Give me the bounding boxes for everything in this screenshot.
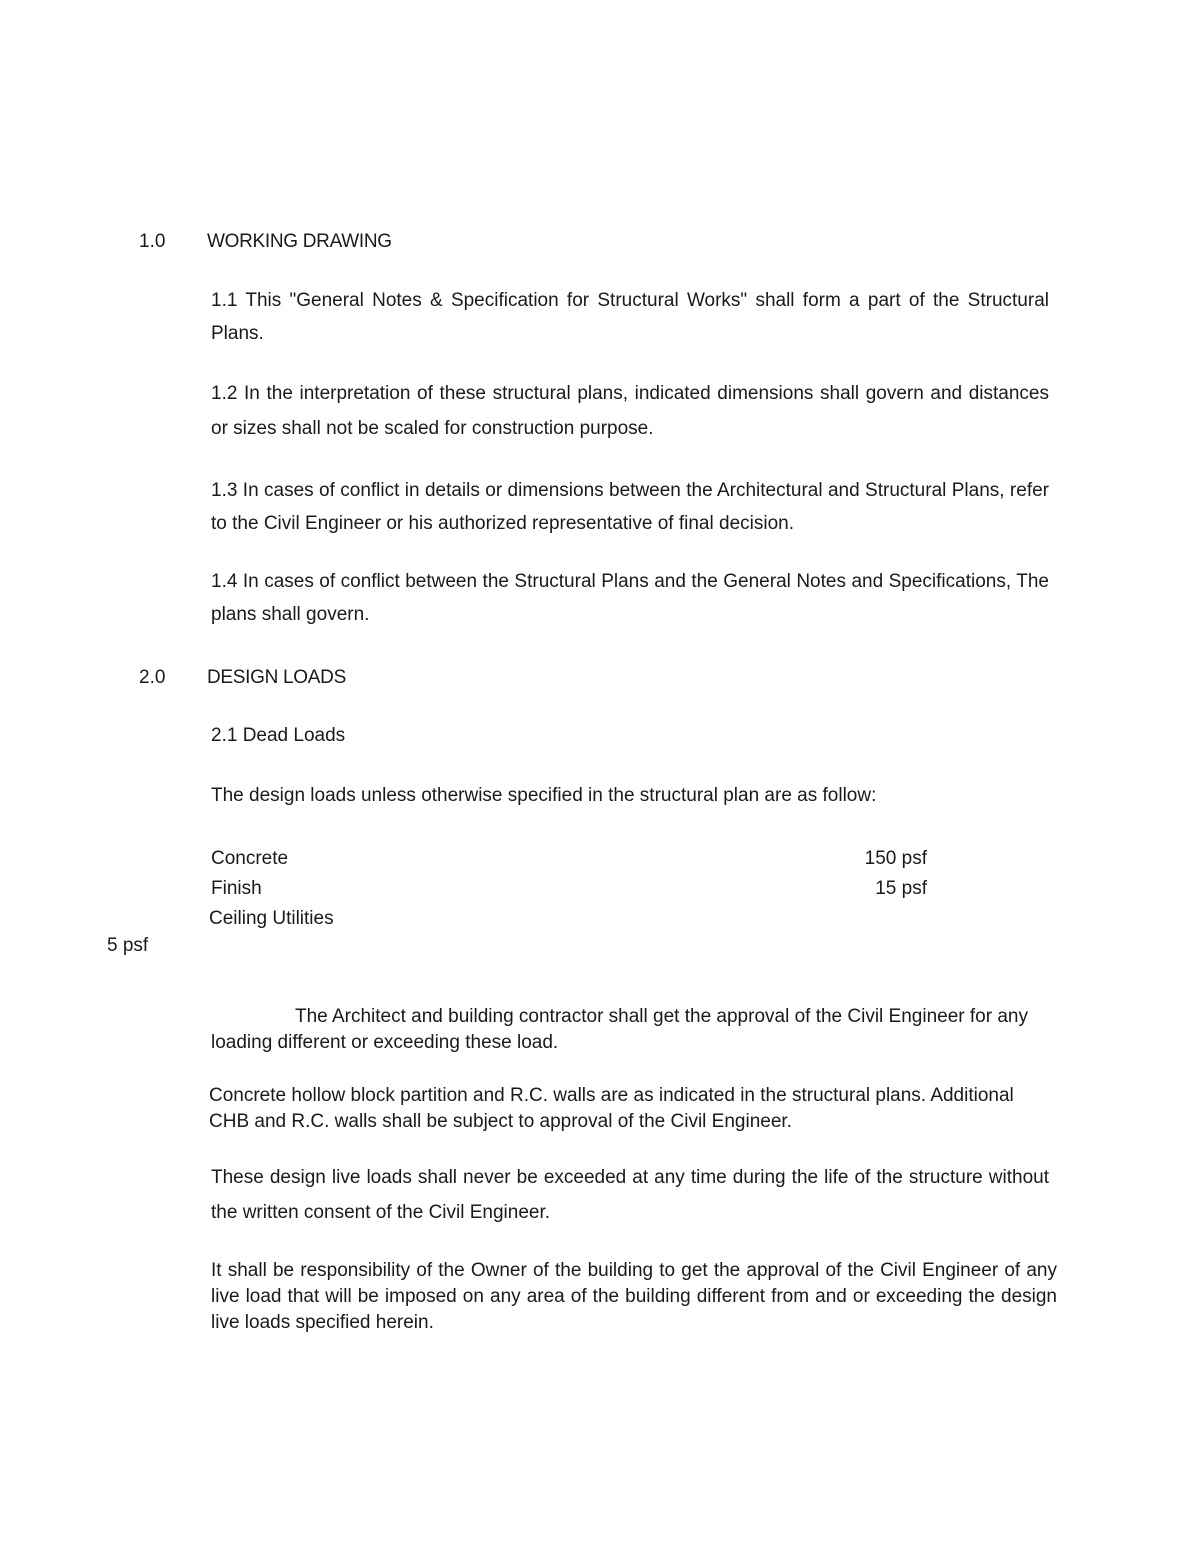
load-value: 150 psf	[864, 848, 927, 869]
load-value: 5 psf	[107, 935, 149, 956]
load-label: Concrete	[211, 848, 289, 869]
section-heading: WORKING DRAWING	[207, 231, 392, 252]
section-number: 1.0	[139, 231, 166, 252]
approval-paragraph: The Architect and building contractor shall get the approval of the Civil Engineer for any loading different or exceeding these load.	[211, 1006, 1028, 1053]
clause-1-3: 1.3 In cases of conflict in details or dimensions between the Architectural and Structural Plans, refer to the Civil Engineer or his authorized representative of final decision.	[211, 480, 1049, 534]
load-label: Ceiling Utilities	[209, 908, 334, 929]
section-number: 2.0	[139, 667, 166, 688]
live-loads-paragraph: These design live loads shall never be exceeded at any time during the life of the structure without the written consent of the Civil Engineer.	[211, 1167, 1049, 1223]
chb-walls-paragraph: Concrete hollow block partition and R.C. walls are as indicated in the structural plans. Additional CHB and R.C. walls shall be subject to approval of the Civil Engineer.	[209, 1085, 1014, 1132]
clause-1-4: 1.4 In cases of conflict between the Structural Plans and the General Notes and Specifications, The plans shall govern.	[211, 571, 1049, 625]
section-heading: DESIGN LOADS	[207, 667, 346, 688]
load-value: 15 psf	[875, 878, 927, 899]
clause-1-2: 1.2 In the interpretation of these structural plans, indicated dimensions shall govern and distances or sizes shall not be scaled for construction purpose.	[211, 383, 1049, 439]
load-label: Finish	[211, 878, 262, 899]
loads-intro: The design loads unless otherwise specified in the structural plan are as follow:	[211, 785, 877, 806]
clause-1-1: 1.1 This "General Notes & Specification for Structural Works" shall form a part of the Structural Plans.	[211, 290, 1049, 344]
owner-responsibility-paragraph: It shall be responsibility of the Owner of the building to get the approval of the Civil Engineer of any live load that will be imposed on any area of the building different from and or exceeding the design live loads specified herein.	[211, 1260, 1057, 1333]
subsection-heading: 2.1 Dead Loads	[211, 725, 346, 746]
